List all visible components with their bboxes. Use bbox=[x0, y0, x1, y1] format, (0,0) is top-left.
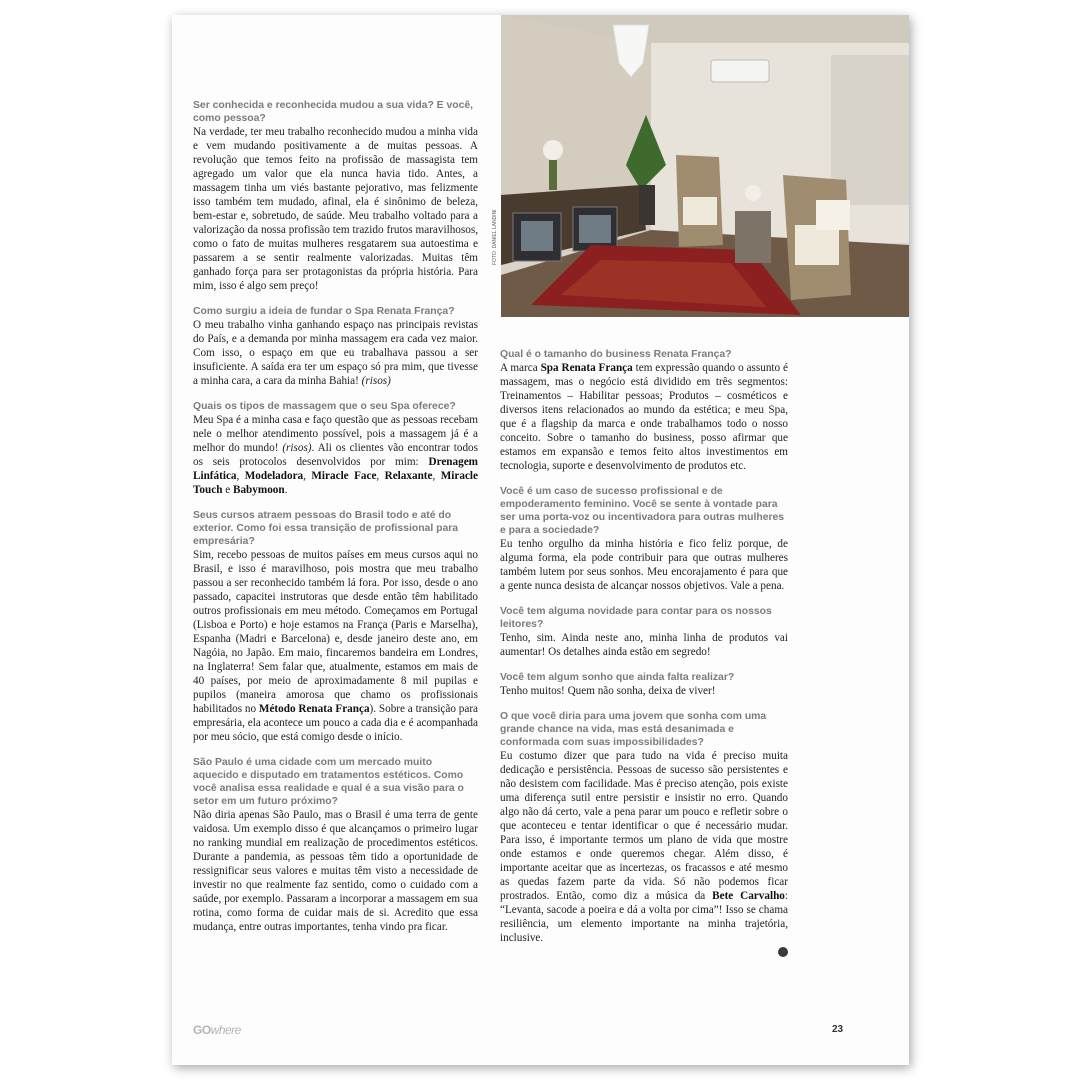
interview-question: Você é um caso de sucesso profissional e de empoderamento feminino. Você se sente à vontade para ser uma porta-voz ou incentivadora para outras mulheres e para a sociedade? bbox=[500, 486, 785, 536]
interview-question: O que você diria para uma jovem que sonha com uma grande chance na vida, mas está desanimada e conformada com suas impossibilidades? bbox=[500, 711, 767, 748]
interview-answer: Não diria apenas São Paulo, mas o Brasil é uma terra de gente vaidosa. Um exemplo disso é que alcançamos o primeiro lugar no ranking mundial em realização de procedimentos estéticos. Durante a pandemia, as pessoas têm tido a oportunidade de ressignificar seus valores e muitas têm visto a necessidade de investir no que realmente faz sentido, como o cuidado com a saúde, por exemplo. Passaram a incorporar a massagem em sua rotina, como forma de cuidar mais de si. Acredito que essa mudança, entre outras importantes, tenha vindo pra ficar. bbox=[193, 809, 478, 933]
interview-block bbox=[500, 605, 788, 659]
interview-answer: Tenho, sim. Ainda neste ano, minha linha de produtos vai aumentar! Os detalhes ainda estão em segredo! bbox=[500, 632, 788, 658]
spa-room-photo bbox=[501, 15, 909, 317]
interview-answer: Eu tenho orgulho da minha história e fico feliz porque, de alguma forma, ela pode contribuir para que outras mulheres também lutem por seus sonhos. Meu encorajamento é para que a gente nunca desista de alcançar nossos objetivos. Vale a pena. bbox=[500, 538, 788, 592]
interview-block bbox=[193, 400, 478, 497]
spa-room-illustration bbox=[501, 15, 909, 317]
interview-question: São Paulo é uma cidade com um mercado muito aquecido e disputado em tratamentos estéticos. Como você analisa essa realidade e qual é a sua visão para o setor em um futuro próximo? bbox=[193, 757, 464, 807]
right-column bbox=[500, 348, 788, 957]
interview-question: Quais os tipos de massagem que o seu Spa oferece? bbox=[193, 401, 456, 412]
magazine-logo bbox=[193, 1023, 241, 1037]
interview-answer: Meu Spa é a minha casa e faço questão que as pessoas recebam nele o melhor atendimento possível, pois a massagem já é a melhor do mundo! (risos). Ali os clientes vão encontrar todos os seis protocolos desenvolvidos por mim: Drenagem Linfática, Modeladora, Miracle Face, Relaxante, Miracle Touch e Babymoon. bbox=[193, 414, 478, 496]
interview-answer: O meu trabalho vinha ganhando espaço nas principais revistas do País, e a demanda por minha massagem era cada vez maior. Com isso, o espaço em que eu trabalhava passou a ser insuficiente. A saída era ter um espaço só pra mim, que tivesse a minha cara, a cara da minha Bahia! (risos) bbox=[193, 319, 478, 387]
interview-question: Você tem algum sonho que ainda falta realizar? bbox=[500, 672, 735, 683]
interview-block bbox=[500, 348, 788, 473]
interview-question: Você tem alguma novidade para contar para os nossos leitores? bbox=[500, 606, 772, 630]
interview-question: Qual é o tamanho do business Renata França? bbox=[500, 349, 732, 360]
left-column bbox=[193, 99, 478, 946]
end-of-article-icon bbox=[778, 947, 788, 957]
interview-block bbox=[193, 509, 478, 744]
interview-block bbox=[500, 671, 788, 698]
interview-block bbox=[500, 710, 788, 945]
interview-block bbox=[193, 305, 478, 388]
page-number: 23 bbox=[832, 1024, 844, 1035]
interview-answer: Tenho muitos! Quem não sonha, deixa de viver! bbox=[500, 685, 716, 697]
interview-block bbox=[500, 485, 788, 593]
interview-answer: Na verdade, ter meu trabalho reconhecido mudou a minha vida e vem mudando positivamente a de muitas pessoas. A revolução que temos feito na profissão de massagista tem agregado um valor que ela nunca havia tido. Antes, a massagem tinha um viés bastante pejorativo, mas felizmente isso também tem mudado, afinal, ela é sinônimo de beleza, bem-estar e, sobretudo, de saúde. Meu trabalho voltado para a valorização da nossa profissão tem trazido frutos maravilhosos, como o fato de muitas mulheres resgatarem sua autoestima e passarem a se sentir realmente valorizadas. Muitas têm ganhado força para ser protagonistas da própria história. Para mim, isso é algo sem preço! bbox=[193, 126, 478, 292]
interview-block bbox=[193, 756, 478, 934]
photo-credit: FOTO: DANIEL LANDINI bbox=[492, 209, 498, 265]
interview-question: Ser conhecida e reconhecida mudou a sua vida? E você, como pessoa? bbox=[193, 100, 474, 124]
interview-answer: Sim, recebo pessoas de muitos países em meus cursos aqui no Brasil, e isso é maravilhoso, pois mostra que meu trabalho passou a ser reconhecido também lá fora. Por isso, desde o ano passado, capacitei instrutoras que desde então têm habilitado outros profissionais em meu método. Começamos em Portugal (Lisboa e Porto) e hoje estamos na França (Paris e Marselha), Espanha (Madri e Barcelona) e, desde janeiro deste ano, em Nagóia, no Japão. Em maio, fincaremos bandeira em Londres, na Inglaterra! Sem falar que, atualmente, estamos em mais de 40 países, por meio de aproximadamente 8 mil pupilas e pupilos (maneira amorosa que chamo os profissionais habilitados no Método Renata França). Sobre a transição para empresária, ela acontece um pouco a cada dia e é acompanhada por meu sócio, que está comigo desde o início. bbox=[193, 549, 479, 743]
interview-block bbox=[193, 99, 478, 293]
interview-question: Seus cursos atraem pessoas do Brasil todo e até do exterior. Como foi essa transição de profissional para empresária? bbox=[193, 510, 459, 547]
logo-go: GO bbox=[193, 1023, 211, 1037]
interview-question: Como surgiu a ideia de fundar o Spa Renata França? bbox=[193, 306, 455, 317]
magazine-page bbox=[172, 15, 909, 1065]
interview-answer: A marca Spa Renata França tem expressão quando o assunto é massagem, mas o negócio está dividido em três segmentos: Treinamentos – Habilitar pessoas; Produtos – cosméticos e diversos itens relacionados ao mundo da estética; e meu Spa, que é a flagship da marca e onde trabalhamos todo o nosso conceito. Sobre o tamanho do business, posso afirmar que estamos em expansão e temos feito altos investimentos em tecnologia, suporte e desenvolvimento de produtos etc. bbox=[500, 362, 788, 472]
logo-where: where bbox=[210, 1023, 241, 1037]
interview-answer: Eu costumo dizer que para tudo na vida é preciso muita dedicação e persistência. Pessoas de sucesso são persistentes e não desistem com facilidade. Mas é preciso atenção, pois existe uma diferença sutil entre persistir e insistir no erro. Quando algo não dá certo, vale a pena parar um pouco e refletir sobre o que aconteceu e tentar identificar o que é necessário mudar. Para isso, é importante termos um plano de vida que mostre onde estamos e onde queremos chegar. Além disso, é importante aceitar que as incertezas, os fracassos e até mesmo as quedas fazem parte da vida. Só não podemos ficar prostrados. Então, como diz a música da Bete Carvalho: “Levanta, sacode a poeira e dá a volta por cima”! Isso se chama resiliência, um elemento importante na minha trajetória, inclusive. bbox=[500, 750, 788, 944]
